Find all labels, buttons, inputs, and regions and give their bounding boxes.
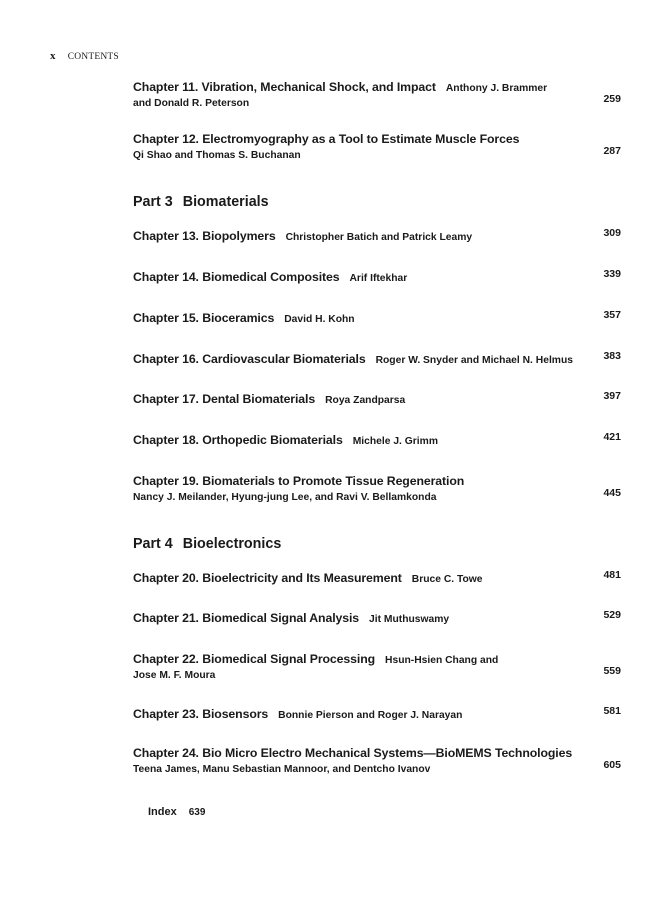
chapter-title: Chapter 14. Biomedical Composites [133, 270, 340, 284]
toc-entry-chapter-24[interactable] [133, 744, 621, 774]
chapter-title: Chapter 16. Cardiovascular Biomaterials [133, 352, 366, 366]
page-ref: 581 [603, 705, 621, 717]
chapter-authors: Bruce C. Towe [411, 574, 483, 585]
chapter-title: Chapter 22. Biomedical Signal Processing [133, 652, 376, 666]
chapter-title: Chapter 20. Bioelectricity and Its Measurement [133, 571, 402, 585]
toc-entry-chapter-12[interactable] [133, 130, 621, 160]
chapter-title: Chapter 13. Biopolymers [133, 229, 276, 243]
page-ref: 397 [603, 390, 621, 402]
toc-entry-chapter-15[interactable] [133, 309, 621, 324]
page-ref: 309 [603, 227, 621, 239]
chapter-title: Chapter 11. Vibration, Mechanical Shock, and Impact [133, 80, 436, 94]
page-ref: 445 [603, 487, 621, 499]
chapter-authors: Bonnie Pierson and Roger J. Narayan [278, 710, 463, 721]
chapter-authors: Arif Iftekhar [349, 273, 408, 284]
page-number: x [50, 50, 56, 62]
toc-entry-chapter-22[interactable] [133, 650, 621, 680]
chapter-title: Chapter 18. Orthopedic Biomaterials [133, 433, 343, 447]
page-ref: 259 [603, 93, 621, 105]
part-title: Biomaterials [182, 194, 269, 210]
toc-entry-chapter-18[interactable] [133, 431, 621, 446]
chapter-authors: Christopher Batich and Patrick Leamy [285, 232, 473, 243]
chapter-title: Chapter 19. Biomaterials to Promote Tissue Regeneration [133, 474, 465, 488]
page-ref: 383 [603, 350, 621, 362]
chapter-authors: Qi Shao and Thomas S. Buchanan [133, 150, 301, 161]
part-number: Part 4 [133, 536, 173, 552]
chapter-authors-cont: and Donald R. Peterson [133, 98, 250, 109]
chapter-authors: Roya Zandparsa [325, 395, 406, 406]
page-ref: 639 [188, 807, 206, 818]
chapter-title: Chapter 12. Electromyography as a Tool to Estimate Muscle Forces [133, 132, 520, 146]
running-head [50, 50, 119, 62]
chapter-authors: David H. Kohn [284, 314, 355, 325]
page-ref: 421 [603, 431, 621, 443]
toc-entry-chapter-23[interactable] [133, 705, 621, 720]
chapter-title: Chapter 23. Biosensors [133, 707, 269, 721]
chapter-authors: Nancy J. Meilander, Hyung-jung Lee, and Ravi V. Bellamkonda [133, 492, 437, 503]
chapter-authors-cont: Jose M. F. Moura [133, 670, 216, 681]
chapter-authors: Jit Muthuswamy [369, 614, 450, 625]
part-title: Bioelectronics [182, 536, 282, 552]
page-ref: 339 [603, 268, 621, 280]
page-ref: 357 [603, 309, 621, 321]
toc-entry-chapter-21[interactable] [133, 609, 621, 624]
chapter-authors: Anthony J. Brammer [445, 83, 548, 94]
page-ref: 481 [603, 569, 621, 581]
index-label: Index [148, 806, 177, 818]
chapter-authors: Michele J. Grimm [352, 436, 438, 447]
toc-entry-chapter-17[interactable] [133, 390, 621, 405]
chapter-authors: Roger W. Snyder and Michael N. Helmus [375, 355, 573, 366]
chapter-title: Chapter 24. Bio Micro Electro Mechanical Systems—BioMEMS Technologies [133, 746, 573, 760]
part-heading-3[interactable] [133, 194, 269, 210]
toc-entry-chapter-20[interactable] [133, 569, 621, 584]
toc-entry-chapter-13[interactable] [133, 227, 621, 242]
running-head-label: CONTENTS [67, 52, 119, 62]
toc-entry-chapter-19[interactable] [133, 472, 621, 502]
chapter-title: Chapter 21. Biomedical Signal Analysis [133, 611, 360, 625]
toc-entry-chapter-16[interactable] [133, 350, 621, 365]
chapter-authors: Teena James, Manu Sebastian Mannoor, and Dentcho Ivanov [133, 764, 431, 775]
chapter-title: Chapter 17. Dental Biomaterials [133, 392, 316, 406]
page-ref: 605 [603, 759, 621, 771]
part-heading-4[interactable] [133, 536, 281, 552]
page-ref: 287 [603, 145, 621, 157]
toc-entry-chapter-14[interactable] [133, 268, 621, 283]
toc-entry-chapter-11[interactable] [133, 78, 621, 108]
toc-entry-index[interactable] [148, 806, 205, 818]
chapter-title: Chapter 15. Bioceramics [133, 311, 275, 325]
page-ref: 559 [603, 665, 621, 677]
chapter-authors: Hsun-Hsien Chang and [385, 655, 499, 666]
part-number: Part 3 [133, 194, 173, 210]
page-ref: 529 [603, 609, 621, 621]
